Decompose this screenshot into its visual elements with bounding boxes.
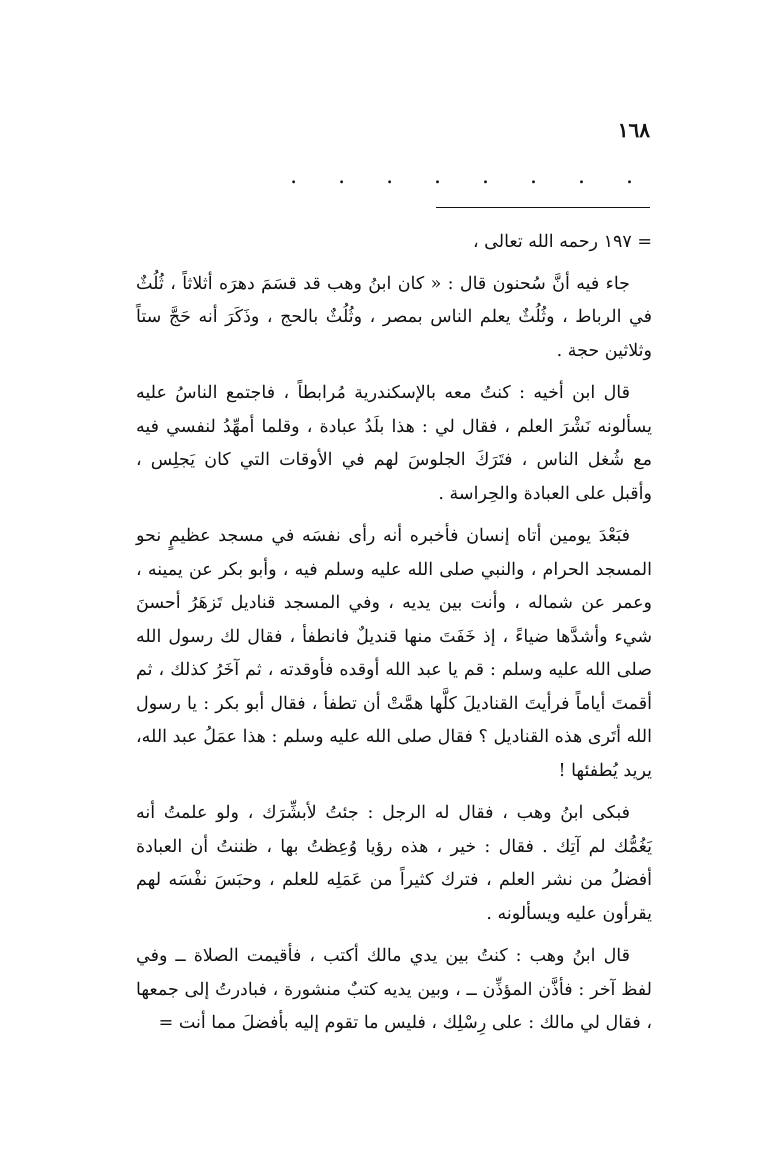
paragraph: فبَعْدَ يومين أتاه إنسان فأخبره أنه رأى نفسَه في مسجد عظيمٍ نحو المسجد الحرام ، والنبي صلى الله عليه وسلم فيه ، وأبو بكر عن يمينه ، وعمر عن شماله ، وأنت بين يديه ، وفي المسجد قناديل تَزهَرُ أحسنَ شيء وأشدَّها ضياءً ، إذ خَفَتَ منها قنديلٌ فانطفأ ، فقال لك رسول الله صلى الله عليه وسلم : قم يا عبد الله أوقده فأوقدته ، ثم آخَرُ كذلك ، ثم أقمتَ أياماً فرأيتَ القناديلَ كلَّها همَّتْ أن تطفأ ، فقال أبو بكر : يا رسول الله أتَرى هذه القناديل ؟ فقال صلى الله عليه وسلم : هذا عمَلُ عبد الله، يريد يُطفئها ! <box>136 526 652 781</box>
footnote-text <box>136 226 652 1041</box>
page-number: ١٦٨ <box>617 118 650 142</box>
footnote-divider <box>436 207 650 208</box>
ellipsis-separator: . . . . . . . . <box>290 164 650 189</box>
paragraph: قال ابن أخيه : كنتُ معه بالإسكندرية مُرابطاً ، فاجتمع الناسُ عليه يسألونه نَشْرَ العلم ، فقال لي : هذا بلَدُ عبادة ، وقلما أمهِّدُ لنفسي فيه مع شُغل الناس ، فتَرَكَ الجلوسَ لهم في الأوقات التي كان يَجلِس ، وأقبل على العبادة والحِراسة . <box>136 383 652 504</box>
paragraph: قال ابنُ وهب : كنتُ بين يدي مالك أكتب ، فأقيمت الصلاة ــ وفي لفظ آخر : فأذَّن المؤذِّن ــ ، وبين يديه كتبٌ منشورة ، فبادرتُ إلى جمعها ، فقال لي مالك : على رِسْلِك ، فليس ما تقوم إليه بأفضلَ مما أنت = <box>136 946 652 1033</box>
paragraph: جاء فيه أنَّ سُحنون قال : « كان ابنُ وهب قد قسَمَ دهرَه أثلاثاً ، ثُلُثٌ في الرباط ، وثُلُثٌ يعلم الناس بمصر ، وثُلُثٌ بالحج ، وذَكَرَ أنه حَجَّ ستاً وثلاثين حجة . <box>136 273 652 361</box>
footnote-continuation: = ١٩٧ رحمه الله تعالى ، <box>472 232 652 252</box>
paragraph: فبكى ابنُ وهب ، فقال له الرجل : جئتُ لأبشِّرَك ، ولو علمتُ أنه يَغُمُّك لم آتِك . فقال : خير ، هذه رؤيا وُعِظتُ بها ، ظننتُ أن العبادة أفضلُ من نشر العلم ، فترك كثيراً من عَمَلِه للعلم ، وحبَسَ نفْسَه لهم يقرأون عليه ويسألونه . <box>136 803 652 924</box>
